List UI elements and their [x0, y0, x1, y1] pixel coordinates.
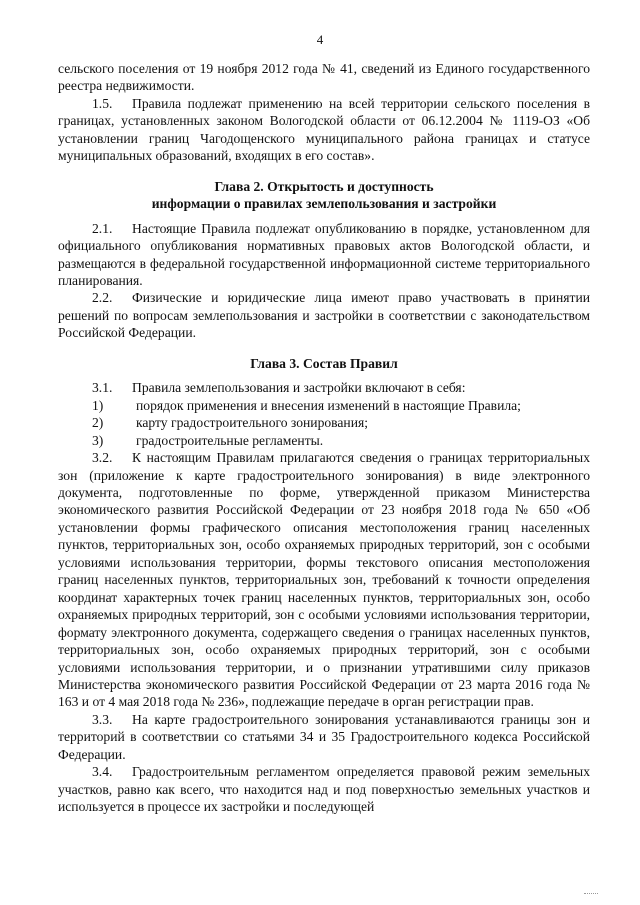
paragraph-text: Правила землепользования и застройки включают в себя:	[132, 380, 466, 396]
paragraph-1-5	[58, 95, 590, 165]
paragraph-2-1	[58, 220, 590, 290]
paragraph-number: 3.3.	[92, 711, 113, 727]
chapter-2-heading	[58, 178, 590, 213]
paragraph-3-4	[58, 763, 590, 815]
paragraph-text: Правила подлежат применению на всей территории сельского поселения в границах, установленных законом Вологодской области от 06.12.2004 № 1119-ОЗ «Об установлении границ Чагодощенского муниципального района границах и статусе муниципальных образований, входящих в его состав».	[58, 95, 590, 164]
paragraph-3-2	[58, 449, 590, 711]
list-item-number: 3)	[92, 432, 104, 448]
list-item-text: карту градостроительного зонирования;	[136, 415, 369, 431]
paragraph-text: Настоящие Правила подлежат опубликованию в порядке, установленном для официального опубликования нормативных правовых актов Вологодской области, и размещаются в федеральной государственной информационной системе территориального планирования.	[58, 220, 590, 288]
page-number: 4	[316, 32, 324, 47]
paragraph-text: К настоящим Правилам прилагаются сведения о границах территориальных зон (приложение к карте градостроительного зонирования) в виде электронного документа, подготовленные по форме, утвержденной приказом Министерства экономического развития Российской Федерации от 23 ноября 2018 года № 650 «Об установлении формы графического описания местоположения границ населенных пунктов, территориальных зон, особо охраняемых природных территорий, зон с особыми условиями использования территории, формы текстового описания местоположения границ населенных пунктов, территориальных зон, требований к точности определения координат характерных точек границ населенных пунктов, территориальных зон, особо охраняемых природных территорий, зон с особыми условиями использования территории, формату электронного документа, содержащего сведения о границах населенных пунктов, территориальных зон, особо охраняемых природных территорий, зон с особыми условиями использования территории, и о признании утратившими силу приказов Министерства экономического развития Российской Федерации от 23 марта 2016 года № 163 и от 4 мая 2018 года № 236», подлежащие передаче в орган регистрации прав.	[58, 450, 590, 710]
list-item-number: 2)	[92, 415, 104, 431]
scan-corner-mark	[584, 893, 598, 897]
list-item-text: порядок применения и внесения изменений в настоящие Правила;	[136, 397, 521, 413]
paragraph-text: На карте градостроительного зонирования устанавливаются границы зон и территорий в соответствии со статьями 34 и 35 Градостроительного кодекса Российской Федерации.	[58, 711, 590, 762]
paragraph-2-2	[58, 289, 590, 341]
list-item-number: 1)	[92, 397, 104, 413]
chapter-2-title-line-2: информации о правилах землепользования и застройки	[151, 196, 497, 212]
paragraph-3-3	[58, 711, 590, 763]
chapter-2-title-line-1: Глава 2. Открытость и доступность	[214, 178, 434, 194]
paragraph-continuation: сельского поселения от 19 ноября 2012 года № 41, сведений из Единого государственного реестра недвижимости.	[58, 61, 590, 94]
paragraph-number: 1.5.	[92, 95, 113, 111]
document-body	[58, 60, 590, 816]
paragraph-number: 3.1.	[92, 380, 113, 396]
list-item	[58, 432, 590, 449]
chapter-3-heading	[58, 355, 590, 372]
paragraph-number: 3.2.	[92, 450, 113, 466]
paragraph-number: 2.1.	[92, 220, 113, 236]
list-item	[58, 414, 590, 431]
paragraph-text: Физические и юридические лица имеют право участвовать в принятии решений по вопросам землепользования и застройки в соответствии с законодательством Российской Федерации.	[58, 290, 590, 341]
paragraph-3-1	[58, 379, 590, 396]
paragraph-text: Градостроительным регламентом определяется правовой режим земельных участков, равно как всего, что находится над и под поверхностью земельных участков и используется в процессе их застройки и последующей	[58, 764, 590, 815]
list-item	[58, 397, 590, 414]
chapter-3-title: Глава 3. Состав Правил	[250, 355, 398, 371]
list-item-text: градостроительные регламенты.	[136, 432, 324, 448]
paragraph-number: 2.2.	[92, 290, 113, 306]
paragraph-number: 3.4.	[92, 764, 113, 780]
